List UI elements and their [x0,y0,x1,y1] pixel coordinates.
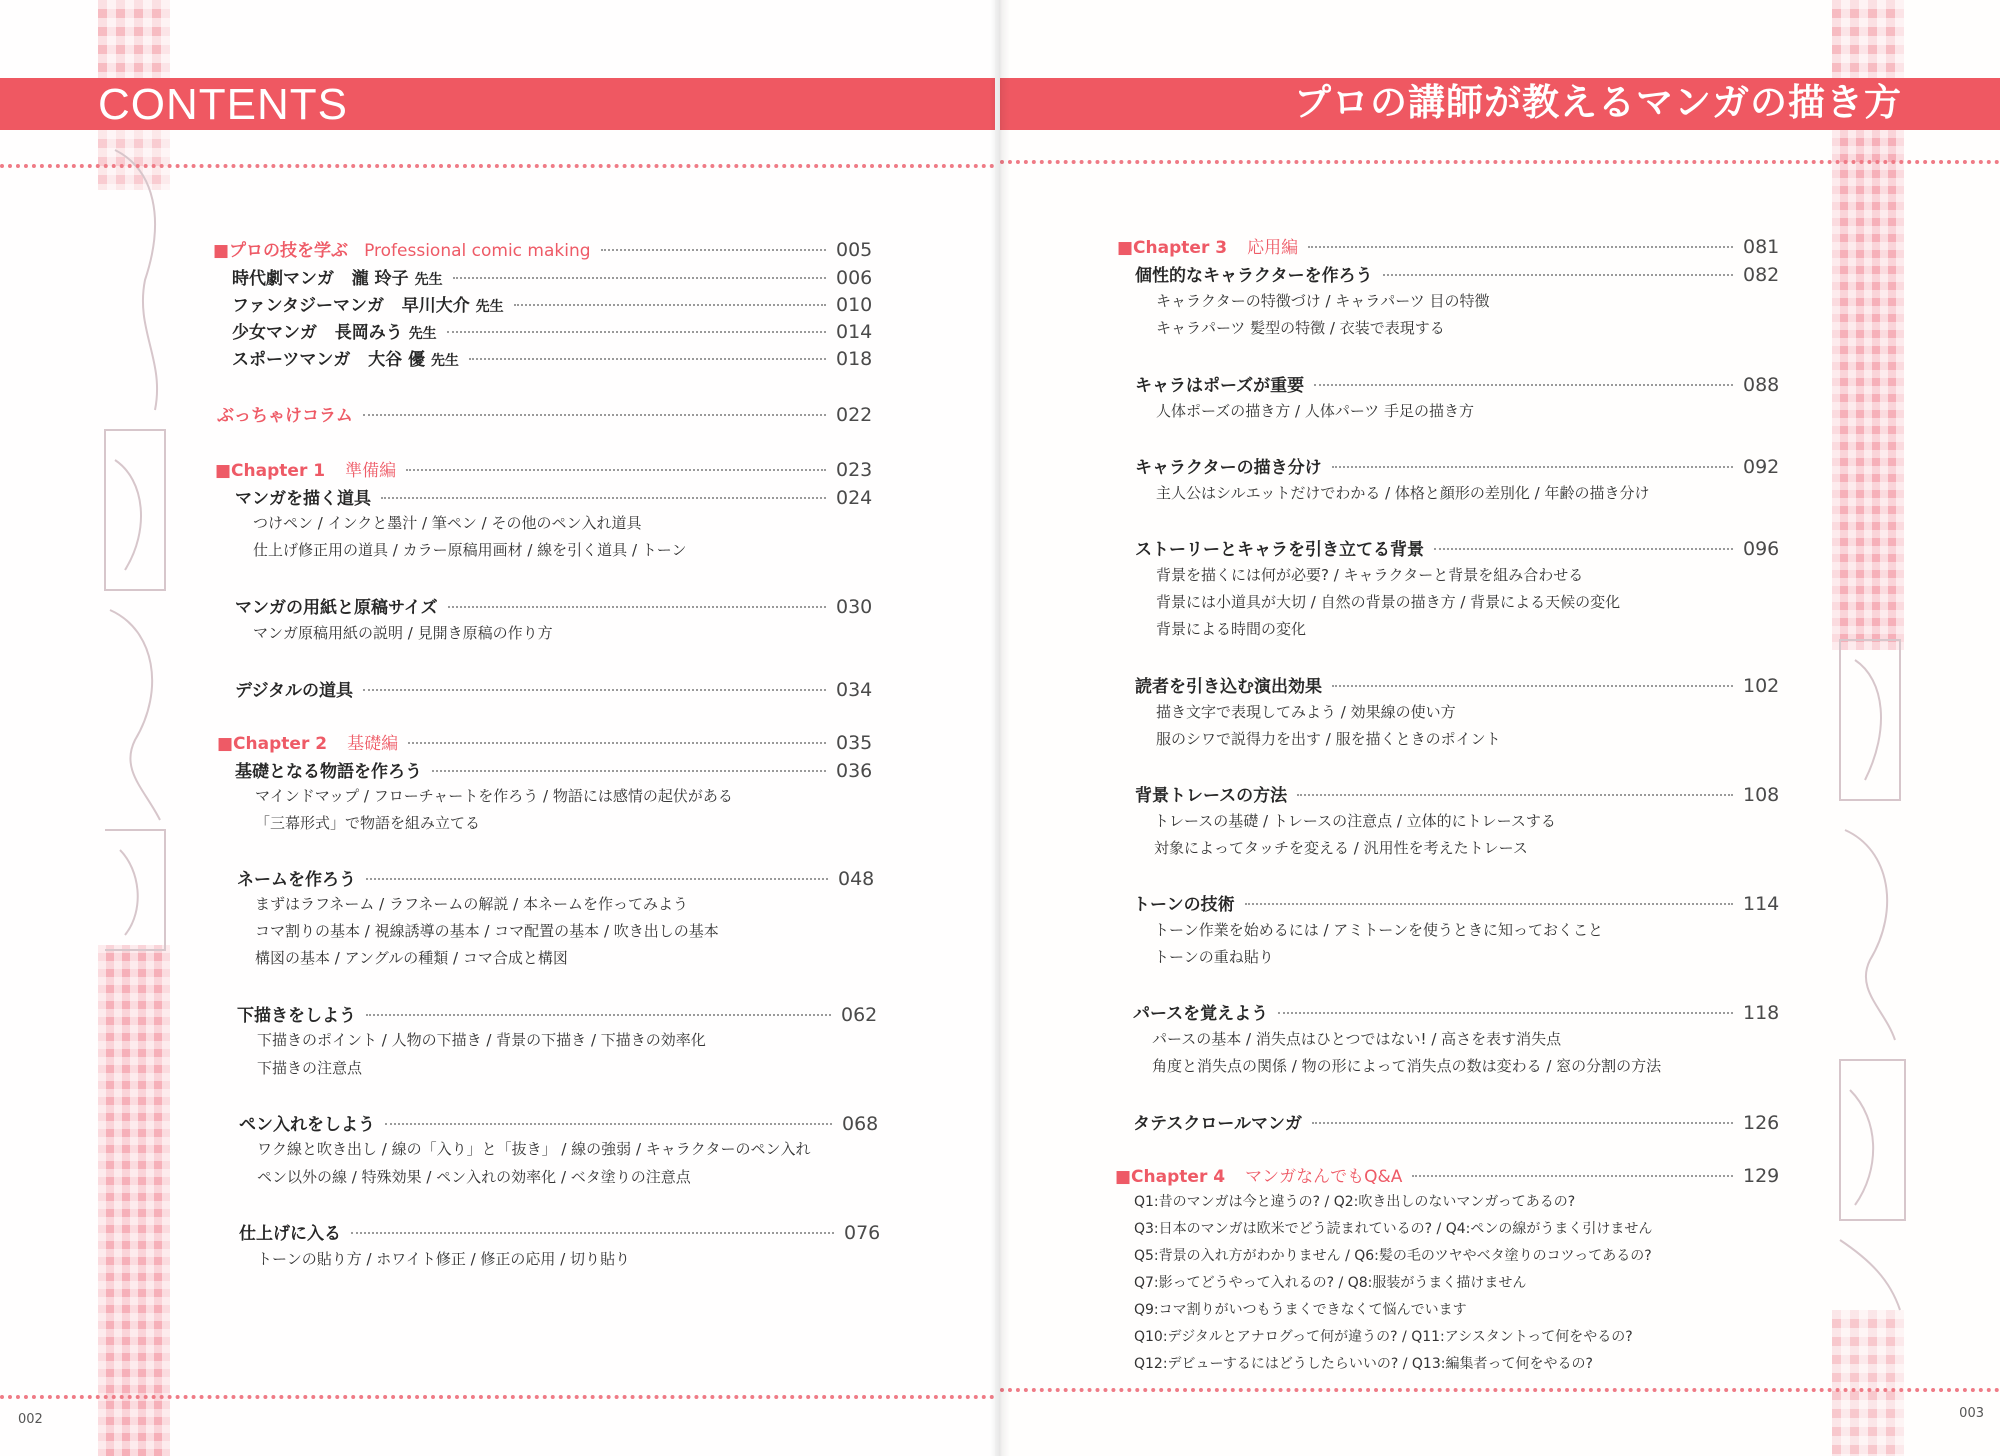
right-pixel-column-upper [1832,130,1904,650]
toc-page-number: 062 [841,1004,878,1026]
toc-sub-line: まずはラフネーム / ラフネームの解説 / 本ネームを作ってみよう [255,895,688,913]
contents-title: CONTENTS [98,80,348,129]
toc-page-number: 082 [1743,264,1780,286]
leader-dots [453,277,826,279]
right-page [1000,0,2000,1456]
toc-sub-line: 背景には小道具が大切 / 自然の背景の描き方 / 背景による天候の変化 [1156,593,1621,611]
toc-entry-chapter-2[interactable] [217,729,880,754]
toc-page-number: 022 [836,404,873,426]
toc-title: ■Chapter 2 [217,734,328,754]
toc-author-suffix: 先生 [475,299,504,315]
toc-sub-line: 描き文字で表現してみよう / 効果線の使い方 [1156,703,1456,721]
toc-sub-line: トーン作業を始めるには / アミトーンを使うときに知っておくこと [1154,921,1603,939]
toc-title: スポーツマンガ [232,350,351,370]
toc-page-number: 129 [1743,1165,1780,1187]
book-title: プロの講師が教えるマンガの描き方 [1294,81,1902,124]
left-pixel-column-top [98,0,170,78]
toc-title: 背景トレースの方法 [1135,786,1288,806]
toc-sub-line: トレースの基礎 / トレースの注意点 / 立体的にトレースする [1154,812,1556,830]
toc-sub-line: 構図の基本 / アングルの種類 / コマ合成と構図 [255,949,568,967]
toc-page-number: 018 [836,348,873,370]
toc-sub-line: キャラパーツ 髪型の特徴 / 衣装で表現する [1156,319,1445,337]
toc-sub-line: パースの基本 / 消失点はひとつではない! / 高さを表す消失点 [1152,1030,1562,1048]
toc-qa-line: Q7:影ってどうやって入れるの? / Q8:服装がうまく描けません [1134,1275,1527,1291]
toc-title: ■Chapter 1 [215,461,326,481]
toc-page-number: 034 [836,679,873,701]
bottom-dotted-rule-left [0,1395,995,1399]
toc-sub-line: マンガ原稿用紙の説明 / 見開き原稿の作り方 [253,624,553,642]
toc-entry-poses[interactable] [1135,371,1787,396]
page-number-right: 003 [1959,1406,1984,1421]
toc-sub-line: つけペン / インクと墨汁 / 筆ペン / その他のペン入れ道具 [253,514,642,532]
leader-dots [1245,903,1733,905]
toc-author-suffix: 先生 [408,326,437,342]
toc-page-number: 118 [1743,1002,1780,1024]
book-gutter-shadow [990,0,1010,1456]
toc-title: トーンの技術 [1133,895,1235,915]
toc-entry-sports[interactable] [232,345,880,370]
toc-sub-line: 背景による時間の変化 [1156,620,1307,638]
leader-dots [406,469,826,471]
toc-title: ペン入れをしよう [239,1115,375,1135]
toc-entry-story[interactable] [235,757,880,782]
toc-page-number: 024 [836,487,873,509]
toc-entry-trace[interactable] [1135,781,1787,806]
toc-title-sub: 基礎編 [347,734,399,754]
leader-dots [363,414,826,416]
leader-dots [363,689,826,691]
toc-entry-tone[interactable] [1133,890,1787,915]
leader-dots [1312,1122,1733,1124]
toc-page-number: 096 [1743,538,1780,560]
toc-qa-line: Q12:デビューするにはどうしたらいいの? / Q13:編集者って何をやるの? [1134,1356,1593,1372]
top-dotted-rule-right [1000,160,2000,164]
toc-sub-line: 仕上げ修正用の道具 / カラー原稿用画材 / 線を引く道具 / トーン [253,541,687,559]
toc-author: 早川大介 [401,296,470,316]
leader-dots [1412,1175,1733,1177]
toc-page-number: 036 [836,760,873,782]
toc-title: キャラはポーズが重要 [1135,376,1305,396]
toc-qa-line: Q5:背景の入れ方がわかりません / Q6:髪の毛のツヤやベタ塗りのコツってあるの? [1134,1248,1652,1264]
toc-title: デジタルの道具 [235,681,353,701]
leader-dots [1278,1012,1733,1014]
toc-author-suffix: 先生 [430,353,459,369]
toc-sub-line: 対象によってタッチを変える / 汎用性を考えたトレース [1154,839,1528,857]
toc-entry-paper-size[interactable] [235,593,880,618]
left-manga-sketch-decoration [95,130,185,960]
toc-page-number: 114 [1743,893,1780,915]
toc-entry-characters[interactable] [1135,261,1787,286]
toc-sub-line: ペン以外の線 / 特殊効果 / ペン入れの効率化 / ベタ塗りの注意点 [257,1168,691,1186]
toc-entry-chapter-1[interactable] [215,456,880,481]
leader-dots [514,304,826,306]
toc-title-sub: 応用編 [1247,238,1299,258]
leader-dots [1332,685,1733,687]
leader-dots [1434,548,1733,550]
toc-entry-digital-tools[interactable] [235,676,880,701]
leader-dots [366,1014,831,1016]
toc-page-number: 102 [1743,675,1780,697]
leader-dots [432,770,826,772]
toc-entry-chapter-4[interactable] [1115,1162,1787,1187]
leader-dots [601,249,826,251]
toc-sub-line: ワク線と吹き出し / 線の「入り」と「抜き」 / 線の強弱 / キャラクターのペン入れ [257,1140,811,1158]
toc-page-number: 035 [836,732,873,754]
leader-dots [1314,384,1733,386]
leader-dots [366,878,828,880]
toc-sub-line: 下描きの注意点 [257,1059,363,1077]
toc-sub-line: 背景を描くには何が必要? / キャラクターと背景を組み合わせる [1156,566,1584,584]
toc-title: 下描きをしよう [237,1006,356,1026]
toc-title: ■Chapter 4 [1115,1167,1226,1187]
toc-page-number: 092 [1743,456,1780,478]
toc-title-sub: マンガなんでもQ&A [1245,1167,1403,1187]
leader-dots [469,358,826,360]
leader-dots [351,1232,834,1234]
toc-page-number: 030 [836,596,873,618]
toc-entry-perspective[interactable] [1133,999,1787,1024]
toc-title-sub: 準備編 [345,461,397,481]
toc-entry-shoujo[interactable] [232,318,880,343]
left-pixel-column-bottom [98,945,170,1456]
toc-entry-pro-techniques[interactable] [213,236,880,261]
leader-dots [1297,794,1733,796]
leader-dots [1383,274,1733,276]
toc-title: タテスクロールマンガ [1133,1114,1302,1134]
toc-entry-fantasy[interactable] [232,291,880,316]
toc-entry-differentiation[interactable] [1135,453,1787,478]
leader-dots [448,606,826,608]
leader-dots [1308,246,1733,248]
leader-dots [1332,466,1733,468]
toc-sub-line: 下描きのポイント / 人物の下描き / 背景の下描き / 下描きの効率化 [257,1031,706,1049]
toc-sub-line: マインドマップ / フローチャートを作ろう / 物語には感情の起伏がある [255,787,733,805]
bottom-dotted-rule-right [1000,1388,2000,1392]
toc-page-number: 126 [1743,1112,1780,1134]
toc-page-number: 014 [836,321,873,343]
toc-title: キャラクターの描き分け [1135,458,1322,478]
toc-page-number: 010 [836,294,873,316]
toc-sub-line: 「三幕形式」で物語を組み立てる [255,814,481,832]
toc-title: ネームを作ろう [237,870,356,890]
toc-entry-effects[interactable] [1135,672,1787,697]
toc-entry-vertical-scroll[interactable] [1133,1109,1787,1134]
toc-page-number: 076 [844,1222,881,1244]
toc-title: ストーリーとキャラを引き立てる背景 [1135,540,1424,560]
toc-title: 少女マンガ [232,323,317,343]
toc-title: 読者を引き込む演出効果 [1135,677,1322,697]
toc-author: 長岡みう [334,323,403,343]
toc-sub-line: 主人公はシルエットだけでわかる / 体格と顔形の差別化 / 年齢の描き分け [1156,484,1650,502]
toc-entry-name[interactable] [237,865,882,890]
toc-title: 個性的なキャラクターを作ろう [1135,266,1373,286]
toc-qa-line: Q9:コマ割りがいつもうまくできなくて悩んでいます [1134,1302,1467,1318]
right-pixel-column-bottom [1832,1310,1904,1456]
toc-sub-line: 角度と消失点の関係 / 物の形によって消失点の数は変わる / 窓の分割の方法 [1152,1057,1662,1075]
toc-sub-line: キャラクターの特徴づけ / キャラパーツ 目の特徴 [1156,292,1490,310]
toc-entry-tools[interactable] [235,484,880,509]
top-dotted-rule-left [0,164,995,168]
page-number-left: 002 [18,1412,43,1427]
toc-sub-line: 服のシワで説得力を出す / 服を描くときのポイント [1156,730,1501,748]
leader-dots [408,742,826,744]
toc-page-number: 088 [1743,374,1780,396]
toc-author: 瀧 玲子 [351,269,409,289]
toc-title: 仕上げに入る [239,1224,341,1244]
toc-title: マンガの用紙と原稿サイズ [235,598,438,618]
toc-page-number: 048 [838,868,875,890]
toc-page-number: 068 [842,1113,879,1135]
right-pixel-column-top [1832,0,1904,78]
leader-dots [447,331,826,333]
toc-entry-column[interactable] [217,401,880,426]
toc-sub-line: トーンの重ね貼り [1154,948,1274,966]
toc-page-number: 005 [836,239,873,261]
leader-dots [385,1123,832,1125]
left-page [0,0,995,1456]
toc-title-en: Professional comic making [364,241,591,261]
toc-sub-line: コマ割りの基本 / 視線誘導の基本 / コマ配置の基本 / 吹き出しの基本 [255,922,719,940]
toc-entry-chapter-3[interactable] [1117,233,1787,258]
toc-qa-line: Q3:日本のマンガは欧米でどう読まれているの? / Q4:ペンの線がうまく引けません [1134,1221,1653,1237]
toc-entry-backgrounds[interactable] [1135,535,1787,560]
toc-page-number: 006 [836,267,873,289]
toc-title: 基礎となる物語を作ろう [235,762,422,782]
toc-title: 時代劇マンガ [232,269,334,289]
toc-qa-line: Q1:昔のマンガは今と違うの? / Q2:吹き出しのないマンガってあるの? [1134,1194,1576,1210]
toc-title: ぶっちゃけコラム [217,406,353,426]
right-manga-sketch-decoration [1830,620,1920,1320]
toc-entry-finishing[interactable] [239,1219,888,1244]
toc-title: ■Chapter 3 [1117,238,1228,258]
toc-author-suffix: 先生 [414,272,443,288]
toc-page-number: 108 [1743,784,1780,806]
leader-dots [381,497,826,499]
toc-author: 大谷 優 [368,350,426,370]
toc-page-number: 023 [836,459,873,481]
toc-sub-line: 人体ポーズの描き方 / 人体パーツ 手足の描き方 [1156,402,1475,420]
toc-title: マンガを描く道具 [235,489,371,509]
toc-title: ■プロの技を学ぶ [213,241,349,261]
toc-sub-line: トーンの貼り方 / ホワイト修正 / 修正の応用 / 切り貼り [257,1250,631,1268]
toc-entry-sketch[interactable] [237,1001,885,1026]
toc-entry-jidaigeki[interactable] [232,264,880,289]
toc-qa-line: Q10:デジタルとアナログって何が違うの? / Q11:アシスタントって何をやるの? [1134,1329,1633,1345]
toc-title: ファンタジーマンガ [232,296,384,316]
toc-page-number: 081 [1743,236,1780,258]
toc-title: パースを覚えよう [1133,1004,1269,1024]
toc-entry-inking[interactable] [239,1110,886,1135]
